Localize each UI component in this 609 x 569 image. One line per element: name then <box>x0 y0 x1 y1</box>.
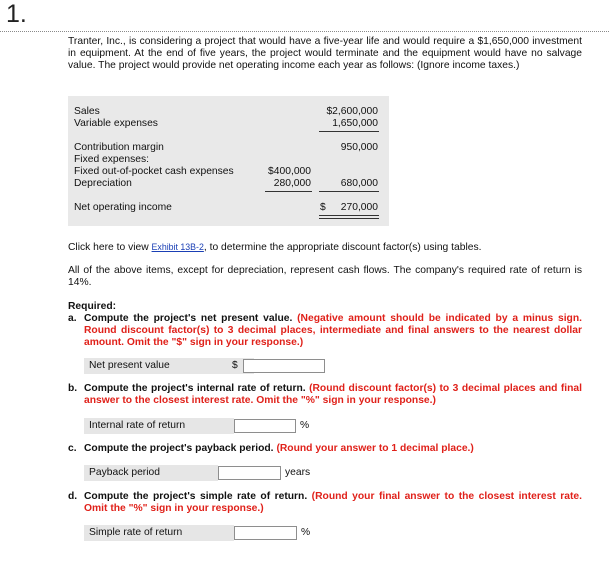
part-d-question <box>68 491 582 515</box>
part-a-letter: a. <box>68 313 77 324</box>
part-c-text: Compute the project's payback period. <box>84 443 274 454</box>
underline-fixed-total <box>319 191 379 192</box>
depreciation-label: Depreciation <box>74 178 132 189</box>
irr-percent-sign: % <box>300 420 310 431</box>
part-b-letter: b. <box>68 383 78 394</box>
dotted-divider <box>0 31 609 32</box>
part-d-instruction: (Round your final answer to the closest interest rate. Omit the "%" sign in your response.) <box>84 491 582 514</box>
part-d-text: Compute the project's simple rate of return. <box>84 491 308 502</box>
net-operating-income-value: 270,000 <box>340 202 378 213</box>
part-b-question <box>68 383 582 407</box>
exhibit-text-after: , to determine the appropriate discount factor(s) using tables. <box>203 242 482 253</box>
net-operating-income-dollar: $ <box>320 202 326 213</box>
contribution-margin-label: Contribution margin <box>74 142 164 153</box>
simple-rate-answer-row <box>84 525 324 541</box>
irr-label: Internal rate of return <box>84 418 234 434</box>
fixed-expenses-total: 680,000 <box>340 178 378 189</box>
npv-input[interactable] <box>243 359 325 373</box>
exhibit-instruction <box>68 241 582 254</box>
part-b-instruction: (Round discount factor(s) to 3 decimal places and final answer to the closest interest rate. Omit the "%" sign in your response.) <box>84 383 583 406</box>
underline-variable <box>319 131 379 132</box>
exhibit-text-before: Click here to view <box>68 242 152 253</box>
underline-depreciation <box>265 191 312 192</box>
variable-expenses-label: Variable expenses <box>74 118 158 129</box>
payback-answer-row <box>84 465 324 481</box>
double-underline-noi <box>319 215 379 219</box>
required-heading: Required: <box>68 301 117 312</box>
npv-dollar-sign: $ <box>232 360 238 371</box>
payback-years-unit: years <box>285 467 311 478</box>
irr-answer-row <box>84 418 314 434</box>
fixed-expenses-label: Fixed expenses: <box>74 154 149 165</box>
part-d-letter: d. <box>68 491 78 502</box>
income-statement-table <box>68 96 389 226</box>
depreciation-value: 280,000 <box>273 178 311 189</box>
part-a-instruction: (Negative amount should be indicated by a minus sign. Round discount factor(s) to 3 decimal places, intermediate and final answers to the nearest dollar amount. Omit the "$" sign in your response.) <box>84 313 582 348</box>
part-c-question <box>68 443 582 455</box>
question-intro: Tranter, Inc., is considering a project that would have a five-year life and would require a $1,650,000 investment in equipment. At the end of five years, the project would terminate and the equipment would have no salvage value. The project would provide net operating income each year as follows: (Ignore income taxes.) <box>68 36 582 71</box>
out-of-pocket-label: Fixed out-of-pocket cash expenses <box>74 166 234 177</box>
cash-flow-note: All of the above items, except for depreciation, represent cash flows. The company's required rate of return is 14%. <box>68 265 582 288</box>
payback-input[interactable] <box>218 466 281 480</box>
npv-answer-row <box>84 358 254 374</box>
part-b-text: Compute the project's internal rate of return. <box>84 383 306 394</box>
npv-label: Net present value <box>84 358 254 374</box>
sales-value: $2,600,000 <box>326 106 378 117</box>
question-number: 1. <box>6 0 27 28</box>
irr-input[interactable] <box>234 419 296 433</box>
part-c-instruction: (Round your answer to 1 decimal place.) <box>276 443 474 454</box>
part-a-text: Compute the project's net present value. <box>84 313 293 324</box>
exhibit-link[interactable]: Exhibit 13B-2 <box>151 242 204 252</box>
part-a-question <box>68 313 582 349</box>
sales-label: Sales <box>74 106 100 117</box>
net-operating-income-label: Net operating income <box>74 202 172 213</box>
simple-rate-label: Simple rate of return <box>84 525 234 541</box>
variable-expenses-value: 1,650,000 <box>332 118 378 129</box>
out-of-pocket-value: $400,000 <box>268 166 311 177</box>
contribution-margin-value: 950,000 <box>340 142 378 153</box>
simple-rate-percent-sign: % <box>301 527 311 538</box>
part-c-letter: c. <box>68 443 77 454</box>
simple-rate-input[interactable] <box>234 526 297 540</box>
payback-label: Payback period <box>84 465 218 481</box>
